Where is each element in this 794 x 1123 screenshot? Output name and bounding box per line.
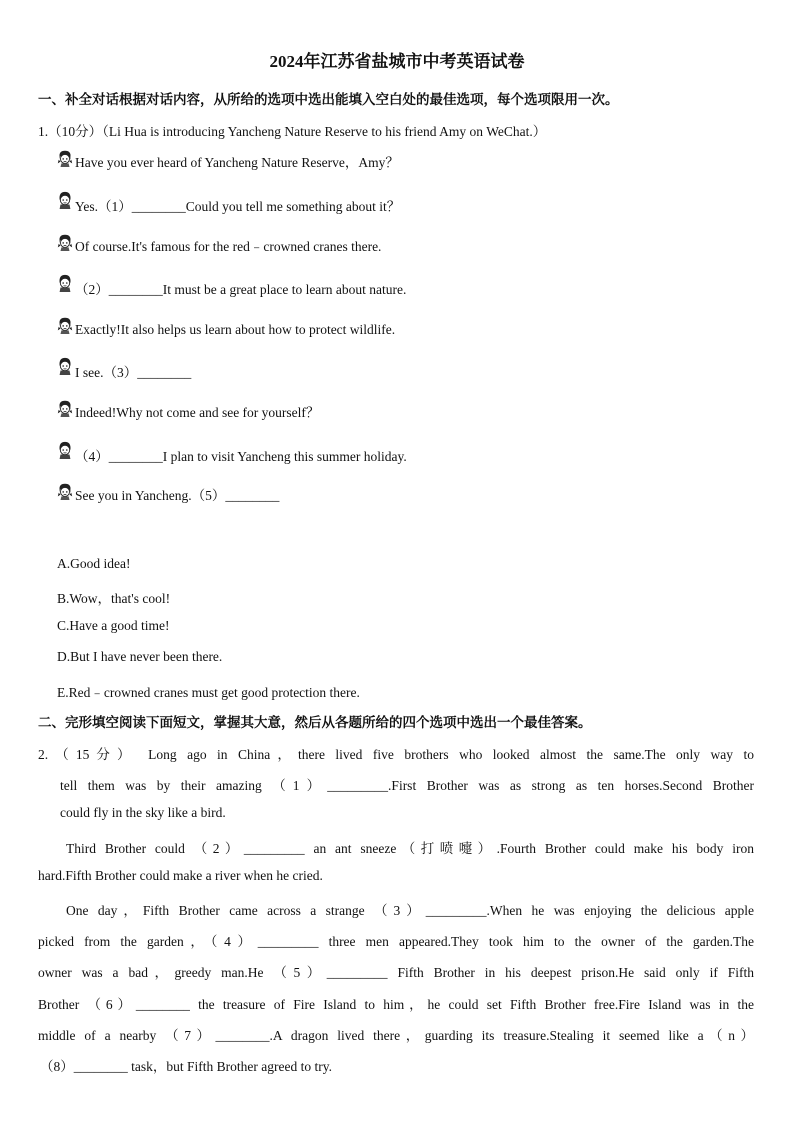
question-1-intro: 1.（10分）（Li Hua is introducing Yancheng Nature Reserve to his friend Amy on WeChat.） (38, 124, 547, 139)
dialogue-text: Exactly!It also helps us learn about how to protect wildlife. (75, 322, 396, 337)
boy-avatar-icon (56, 191, 74, 209)
dialogue-text: Indeed!Why not come and see for yourself？ (75, 405, 320, 420)
boy-avatar-icon (56, 441, 74, 459)
passage-line: picked from the garden，（4）_________ three men appeared.They took him to the owner of the garden.The (38, 934, 754, 949)
option-a: A.Good idea! (57, 556, 131, 571)
passage-line: tell them was by their amazing （1）_________.First Brother was as strong as ten horses.Second Brother (60, 778, 754, 793)
passage-line: 2.（15分） Long ago in China，there lived five brothers who looked almost the same.The only way to (38, 747, 754, 762)
option-d: D.But I have never been there. (57, 649, 223, 664)
dialogue-text: Of course.It's famous for the red﹣crowned cranes there. (75, 239, 382, 254)
section-2-heading: 二、完形填空阅读下面短文，掌握其大意，然后从各题所给的四个选项中选出一个最佳答案。 (38, 715, 592, 730)
dialogue-text: Yes.（1）________Could you tell me something about it？ (75, 199, 401, 214)
page-title: 2024年江苏省盐城市中考英语试卷 (269, 52, 525, 71)
passage-line: middle of a nearby （7）________.A dragon lived there，guarding its treasure.Stealing it seemed like a（n） (38, 1028, 754, 1043)
passage-line: Brother （6）________ the treasure of Fire Island to him，he could set Fifth Brother free.Fire Island was in the (38, 997, 754, 1012)
option-e: E.Red﹣crowned cranes must get good protection there. (57, 685, 360, 700)
dialogue-line (56, 191, 400, 215)
dialogue-text: See you in Yancheng.（5）________ (75, 488, 280, 503)
dialogue-text: I see.（3）________ (75, 365, 192, 380)
dialogue-line (56, 399, 319, 421)
girl-avatar-icon (56, 233, 74, 251)
passage-line: Third Brother could （2）_________ an ant sneeze（打喷嚏）.Fourth Brother could make his body iron (66, 841, 754, 856)
dialogue-line (56, 441, 407, 465)
dialogue-text: （4）________I plan to visit Yancheng this summer holiday. (75, 449, 407, 464)
passage-line: owner was a bad，greedy man.He （5）_________ Fifth Brother in his deepest prison.He said only if Fifth (38, 965, 754, 980)
passage-line: （8）________ task，but Fifth Brother agreed to try. (40, 1059, 332, 1074)
dialogue-line (56, 274, 406, 298)
girl-avatar-icon (56, 482, 74, 500)
girl-avatar-icon (56, 149, 74, 167)
passage-line: One day，Fifth Brother came across a strange （3）_________.When he was enjoying the delicious apple (66, 903, 754, 918)
section-1-heading: 一、补全对话根据对话内容，从所给的选项中选出能填入空白处的最佳选项，每个选项限用一次。 (38, 92, 619, 107)
girl-avatar-icon (56, 399, 74, 417)
dialogue-line (56, 233, 381, 255)
dialogue-text: Have you ever heard of Yancheng Nature Reserve，Amy？ (75, 155, 399, 170)
dialogue-line (56, 149, 399, 171)
dialogue-text: （2）________It must be a great place to learn about nature. (75, 282, 407, 297)
boy-avatar-icon (56, 357, 74, 375)
dialogue-line (56, 357, 191, 381)
passage-line: hard.Fifth Brother could make a river when he cried. (38, 868, 323, 883)
dialogue-line (56, 482, 279, 504)
boy-avatar-icon (56, 274, 74, 292)
option-c: C.Have a good time! (57, 618, 170, 633)
option-b: B.Wow，that's cool! (57, 591, 171, 606)
passage-line: could fly in the sky like a bird. (60, 805, 226, 820)
girl-avatar-icon (56, 316, 74, 334)
dialogue-line (56, 316, 395, 338)
